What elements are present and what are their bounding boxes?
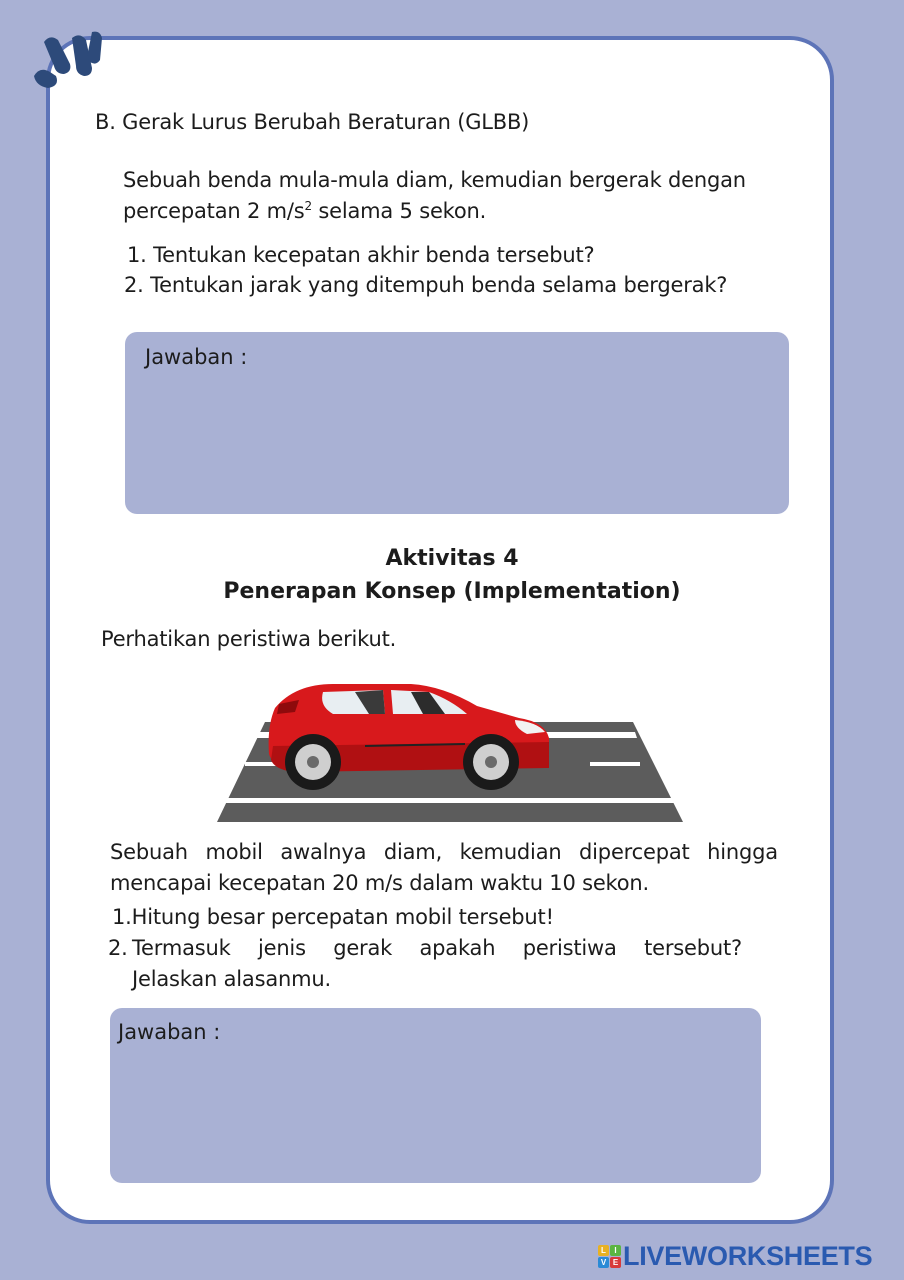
liveworksheets-logo[interactable] [598, 1241, 872, 1271]
answer-box[interactable] [125, 332, 789, 514]
question-item: 2. Tentukan jarak yang ditempuh benda selama bergerak? [124, 273, 728, 297]
exponent: 2 [304, 199, 312, 213]
answer-label: Jawaban : [145, 345, 248, 369]
activity-problem-line1: Sebuah mobil awalnya diam, kemudian dipercepat hingga [110, 840, 778, 864]
activity-question-1: 1.Hitung besar percepatan mobil tersebut! [112, 905, 554, 929]
activity-question-2: Termasuk jenis gerak apakah peristiwa tersebut? [132, 936, 742, 960]
brand-name: LIVEWORKSHEETS [623, 1240, 873, 1271]
decorative-stripes-icon [28, 28, 108, 92]
activity-subtitle: Penerapan Konsep (Implementation) [223, 579, 681, 604]
answer-label: Jawaban : [118, 1020, 221, 1044]
question-item: 1. Tentukan kecepatan akhir benda tersebut? [127, 243, 595, 267]
problem-text-line2: percepatan 2 $m/s^2$ selama 5 sekon. [123, 199, 487, 223]
answer-box[interactable] [110, 1008, 761, 1183]
activity-question-2-num: 2. [108, 936, 128, 960]
activity-problem-line2: mencapai kecepatan 20 m/s dalam waktu 10 sekon. [110, 871, 649, 895]
liveworksheets-grid-icon: L I V E [598, 1245, 621, 1268]
section-heading: B. Gerak Lurus Berubah Beraturan (GLBB) [95, 110, 530, 134]
car-on-road-illustration [215, 676, 685, 822]
intro-text: Perhatikan peristiwa berikut. [101, 627, 397, 651]
activity-title: Aktivitas 4 [385, 546, 519, 571]
problem-text-line1: Sebuah benda mula-mula diam, kemudian bergerak dengan [123, 168, 746, 192]
activity-question-2-cont: Jelaskan alasanmu. [132, 967, 331, 991]
